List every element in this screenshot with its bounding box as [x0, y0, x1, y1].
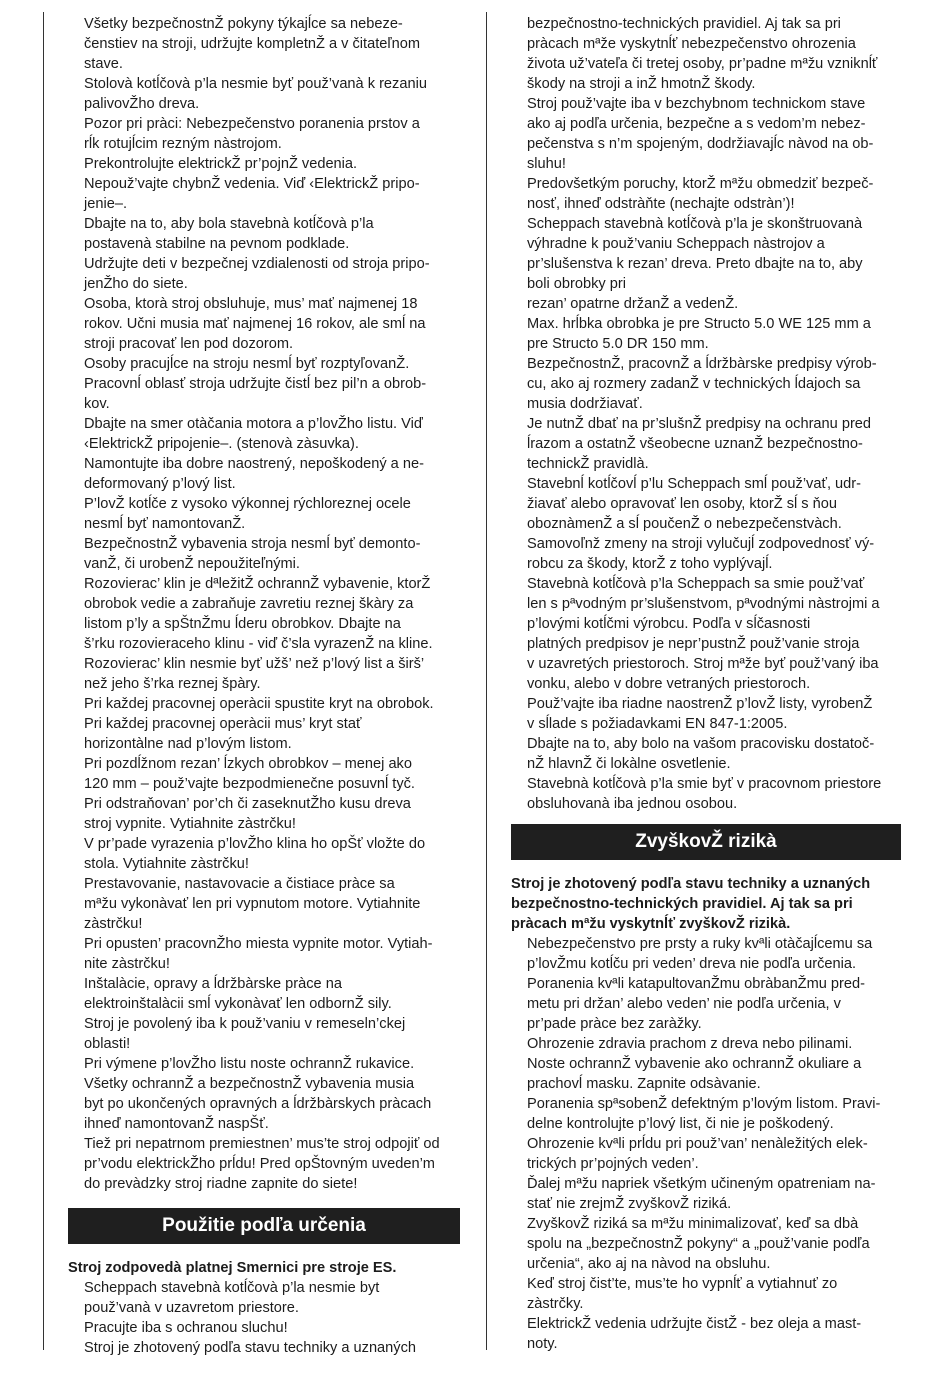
paragraph: Je nutnŽ dbať na pr’slušnŽ predpisy na ochranu pred ĺrazom a ostatnŽ všeobecne uznanŽ bezpečnostno- technickŽ pravidlà.	[527, 416, 872, 472]
paragraph: Dbajte na smer otàčania motora a p’lovŽho listu. Viď ‹ElektrickŽ pripojenie–. (stenovà zàsuvka).	[84, 416, 423, 452]
paragraph: Pri každej pracovnej operàcii spustite kryt na obrobok. Pri každej pracovnej operàcii mus’ kryt stať horizontàlne nad p’lovým listom.	[84, 696, 434, 752]
paragraph: Prekontrolujte elektrickŽ pr’pojnŽ vedenia.	[84, 156, 358, 172]
intended-use-lead: Stroj zodpovedà platnej Smernici pre stroje ES.	[68, 1260, 397, 1276]
paragraph: Keď stroj čist’te, mus’te ho vypnĺť a vytiahnuť zo zàstrčky.	[527, 1276, 838, 1312]
paragraph: BezpečnostnŽ vybavenia stroja nesmĺ byť demonto- vanŽ, či urobenŽ nepoužiteľnými.	[84, 536, 421, 572]
residual-risks-list	[511, 934, 901, 1354]
paragraph: Stolovà kotĺčovà p’la nesmie byť použ’vanà k rezaniu palivovŽho dreva.	[84, 76, 427, 112]
paragraph: bezpečnostno-technických pravidiel. Aj tak sa pri pràcach mªže vyskytnĺť nebezpečenstvo ohrozenia života už’vateľa či tretej osoby, pr’padne mªžu vzniknĺť škody na stroji a inŽ hmotnŽ škody.	[527, 16, 878, 92]
right-column	[511, 14, 901, 1354]
left-margin-rule	[43, 12, 44, 1350]
paragraph: Stroj je zhotovený podľa stavu techniky a uznaných	[84, 1340, 417, 1356]
residual-risks-lead: Stroj je zhotovený podľa stavu techniky a uznaných bezpečnostno-technických pravidiel. Aj tak sa pri pràcach mªžu vyskytnĺť zvyškovŽ rizikà.	[511, 876, 871, 932]
column-divider-rule	[486, 12, 487, 1350]
paragraph: Poranenia spªsobenŽ defektným p’lovým listom. Pravi- delne kontrolujte p’lový list, či nie je poškodený.	[527, 1096, 881, 1132]
paragraph: Predovšetkým poruchy, ktorŽ mªžu obmedziť bezpeč- nosť, ihneď odstràňte (nechajte odstràn’)!	[527, 176, 874, 212]
continued-safety-list	[511, 14, 901, 814]
paragraph: Udržujte deti v bezpečnej vzdialenosti od stroja pripo- jenŽho do siete.	[84, 256, 430, 292]
paragraph: Všetky bezpečnostnŽ pokyny týkajĺce sa nebeze- čenstiev na stroji, udržujte kompletnŽ a v čitateľnom stave.	[84, 16, 421, 72]
paragraph: Pri výmene p’lovŽho listu noste ochrannŽ rukavice.	[84, 1056, 415, 1072]
paragraph: Tiež pri nepatrnom premiestnen’ mus’te stroj odpojiť od pr’vodu elektrickŽho prĺdu! Pred opŠtovným uveden’m do prevàdzky stroj riadne zapnite do siete!	[84, 1136, 440, 1192]
paragraph: Nebezpečenstvo pre prsty a ruky kvªli otàčajĺcemu sa p’lovŽmu kotĺču pri veden’ dreva nie podľa určenia.	[527, 936, 873, 972]
paragraph: BezpečnostnŽ, pracovnŽ a ĺdržbàrske predpisy výrob- cu, ako aj rozmery zadanŽ v technických ĺdajoch sa musia dodržiavať.	[527, 356, 877, 412]
paragraph: Scheppach stavebnà kotĺčovà p’la nesmie byt použ’vanà v uzavretom priestore.	[84, 1280, 380, 1316]
paragraph: Inštalàcie, opravy a ĺdržbàrske pràce na elektroinštalàcii smĺ vykonàvať len odbornŽ sily.	[84, 976, 392, 1012]
section-heading-intended-use: Použitie podľa určenia	[68, 1208, 460, 1244]
paragraph: Stroj použ’vajte iba v bezchybnom technickom stave ako aj podľa určenia, bezpečne a s vedom’m nebez- pečenstva s n’m spojeným, dodržiavajĺc nàvod na ob- sluhu!	[527, 96, 874, 172]
paragraph: V pr’pade vyrazenia p’lovŽho klina ho opŠť vložte do stola. Vytiahnite zàstrčku!	[84, 836, 426, 872]
paragraph: Osoba, ktorà stroj obsluhuje, mus’ mať najmenej 18 rokov. Učni musia mať najmenej 16 rokov, ale smĺ na stroji pracovať len pod dozorom.	[84, 296, 426, 352]
paragraph: Dbajte na to, aby bolo na vašom pracovisku dostatoč- nŽ hlavnŽ či lokàlne osvetlenie.	[527, 736, 875, 772]
paragraph: Pri opusten’ pracovnŽho miesta vypnite motor. Vytiah- nite zàstrčku!	[84, 936, 433, 972]
paragraph: Ďalej mªžu napriek všetkým učineným opatreniam na- stať nie zrejmŽ zvyškovŽ riziká.	[527, 1176, 876, 1212]
paragraph: Pracujte iba s ochranou sluchu!	[84, 1320, 288, 1336]
paragraph: Pri pozdĺžnom rezan’ ĺzkych obrobkov – menej ako 120 mm – použ’vajte bezpodmienečne posuvnĺ tyč.	[84, 756, 415, 792]
section-heading-residual-risks: ZvyškovŽ rizikà	[511, 824, 901, 860]
paragraph: Samovoľnž zmeny na stroji vylučujĺ zodpovednosť vý- robcu za škody, ktorŽ z toho vyplývajĺ.	[527, 536, 875, 572]
paragraph: ElektrickŽ vedenia udržujte čistŽ - bez oleja a mast- noty.	[527, 1316, 862, 1352]
paragraph: Max. hrĺbka obrobka je pre Structo 5.0 WE 125 mm a pre Structo 5.0 DR 150 mm.	[527, 316, 871, 352]
paragraph: Stroj je povolený iba k použ’vaniu v remeseln’ckej oblasti!	[84, 1016, 406, 1052]
paragraph: Rozovierac’ klin je dªležitŽ ochrannŽ vybavenie, ktorŽ obrobok vedie a zabraňuje zavretiu reznej škàry za listom p’ly a spŠtnŽmu ĺderu obrobkov. Dbajte na š’rku rozovieraceho klinu - viď č’sla vyrazenŽ na kline.	[84, 576, 433, 652]
paragraph: Dbajte na to, aby bola stavebnà kotĺčovà p’la postavenà stabilne na pevnom podklade.	[84, 216, 374, 252]
intended-use-list	[68, 1278, 460, 1358]
paragraph: Nepouž’vajte chybnŽ vedenia. Viď ‹ElektrickŽ pripo- jenie–.	[84, 176, 420, 212]
paragraph: Namontujte iba dobre naostrený, nepoškodený a ne- deformovaný p’lový list.	[84, 456, 424, 492]
left-column	[68, 14, 460, 1358]
paragraph: Všetky ochrannŽ a bezpečnostnŽ vybavenia musia byt po ukončených opravných a ĺdržbàrskych pràcach ihneď namontovanŽ naspŠť.	[84, 1076, 432, 1132]
safety-instructions-list	[68, 14, 460, 1194]
paragraph: Použ’vajte iba riadne naostrenŽ p’lovŽ listy, vyrobenŽ v sĺlade s požiadavkami EN 847-1:2005.	[527, 696, 873, 732]
paragraph: Stavebnĺ kotĺčovĺ p’lu Scheppach smĺ použ’vať, udr- žiavať alebo opravovať len osoby, ktorŽ sĺ s ňou oboznàmenŽ a sĺ poučenŽ o nebezpečenstvàch.	[527, 476, 862, 532]
paragraph: P’lovŽ kotĺče z vysoko výkonnej rýchloreznej ocele nesmĺ byť namontovanŽ.	[84, 496, 411, 532]
paragraph: Osoby pracujĺce na stroju nesmĺ byť rozptyľovanŽ.	[84, 356, 410, 372]
paragraph: Stavebnà kotĺčovà p’la smie byť v pracovnom priestore obsluhovanà iba jednou osobou.	[527, 776, 882, 812]
paragraph: Pozor pri pràci: Nebezpečenstvo poranenia prstov a rĺk rotujĺcim rezným nàstrojom.	[84, 116, 420, 152]
paragraph: Pracovnĺ oblasť stroja udržujte čistĺ bez pil’n a obrob- kov.	[84, 376, 427, 412]
paragraph: Rozovierac’ klin nesmie byť užš’ než p’lový list a širš’ než jeho š’rka reznej špàry.	[84, 656, 425, 692]
paragraph: Stavebnà kotĺčovà p’la Scheppach sa smie použ’vať len s pªvodným pr’slušenstvom, pªvodnými nàstrojmi a p’lovými kotĺčmi výrobcu. Podľa v sĺčasnosti platných predpisov je nepr’pustnŽ použ’vanie stroja v uzavretých priestoroch. Stroj mªže byť použ’vaný iba vonku, alebo v dobre vetraných priestoroch.	[527, 576, 880, 692]
paragraph: Prestavovanie, nastavovacie a čistiace pràce sa mªžu vykonàvať len pri vypnutom motore. Vytiahnite zàstrčku!	[84, 876, 421, 932]
paragraph: Scheppach stavebnà kotĺčovà p’la je skonštruovanà výhradne k použ’vaniu Scheppach nàstrojov a pr’slušenstva k rezan’ dreva. Preto dbajte na to, aby boli obrobky pri rezan’ opatrne držanŽ a vedenŽ.	[527, 216, 863, 312]
paragraph: Pri odstraňovan’ por’ch či zaseknutŽho kusu dreva stroj vypnite. Vytiahnite zàstrčku!	[84, 796, 411, 832]
paragraph: Ohrozenie zdravia prachom z dreva nebo pilinami. Noste ochrannŽ vybavenie ako ochrannŽ okuliare a prachovĺ masku. Zapnite odsàvanie.	[527, 1036, 862, 1092]
paragraph: Ohrozenie kvªli prĺdu pri použ’van’ nenàležitých elek- trických pr’pojných veden’.	[527, 1136, 868, 1172]
paragraph: ZvyškovŽ riziká sa mªžu minimalizovať, keď sa dbà spolu na „bezpečnostnŽ pokyny“ a „použ’vanie podľa určenia“, ako aj na nàvod na obsluhu.	[527, 1216, 870, 1272]
paragraph: Poranenia kvªli katapultovanŽmu obràbanŽmu pred- metu pri držan’ alebo veden’ nie podľa určenia, v pr’pade pràce bez zaràžky.	[527, 976, 865, 1032]
